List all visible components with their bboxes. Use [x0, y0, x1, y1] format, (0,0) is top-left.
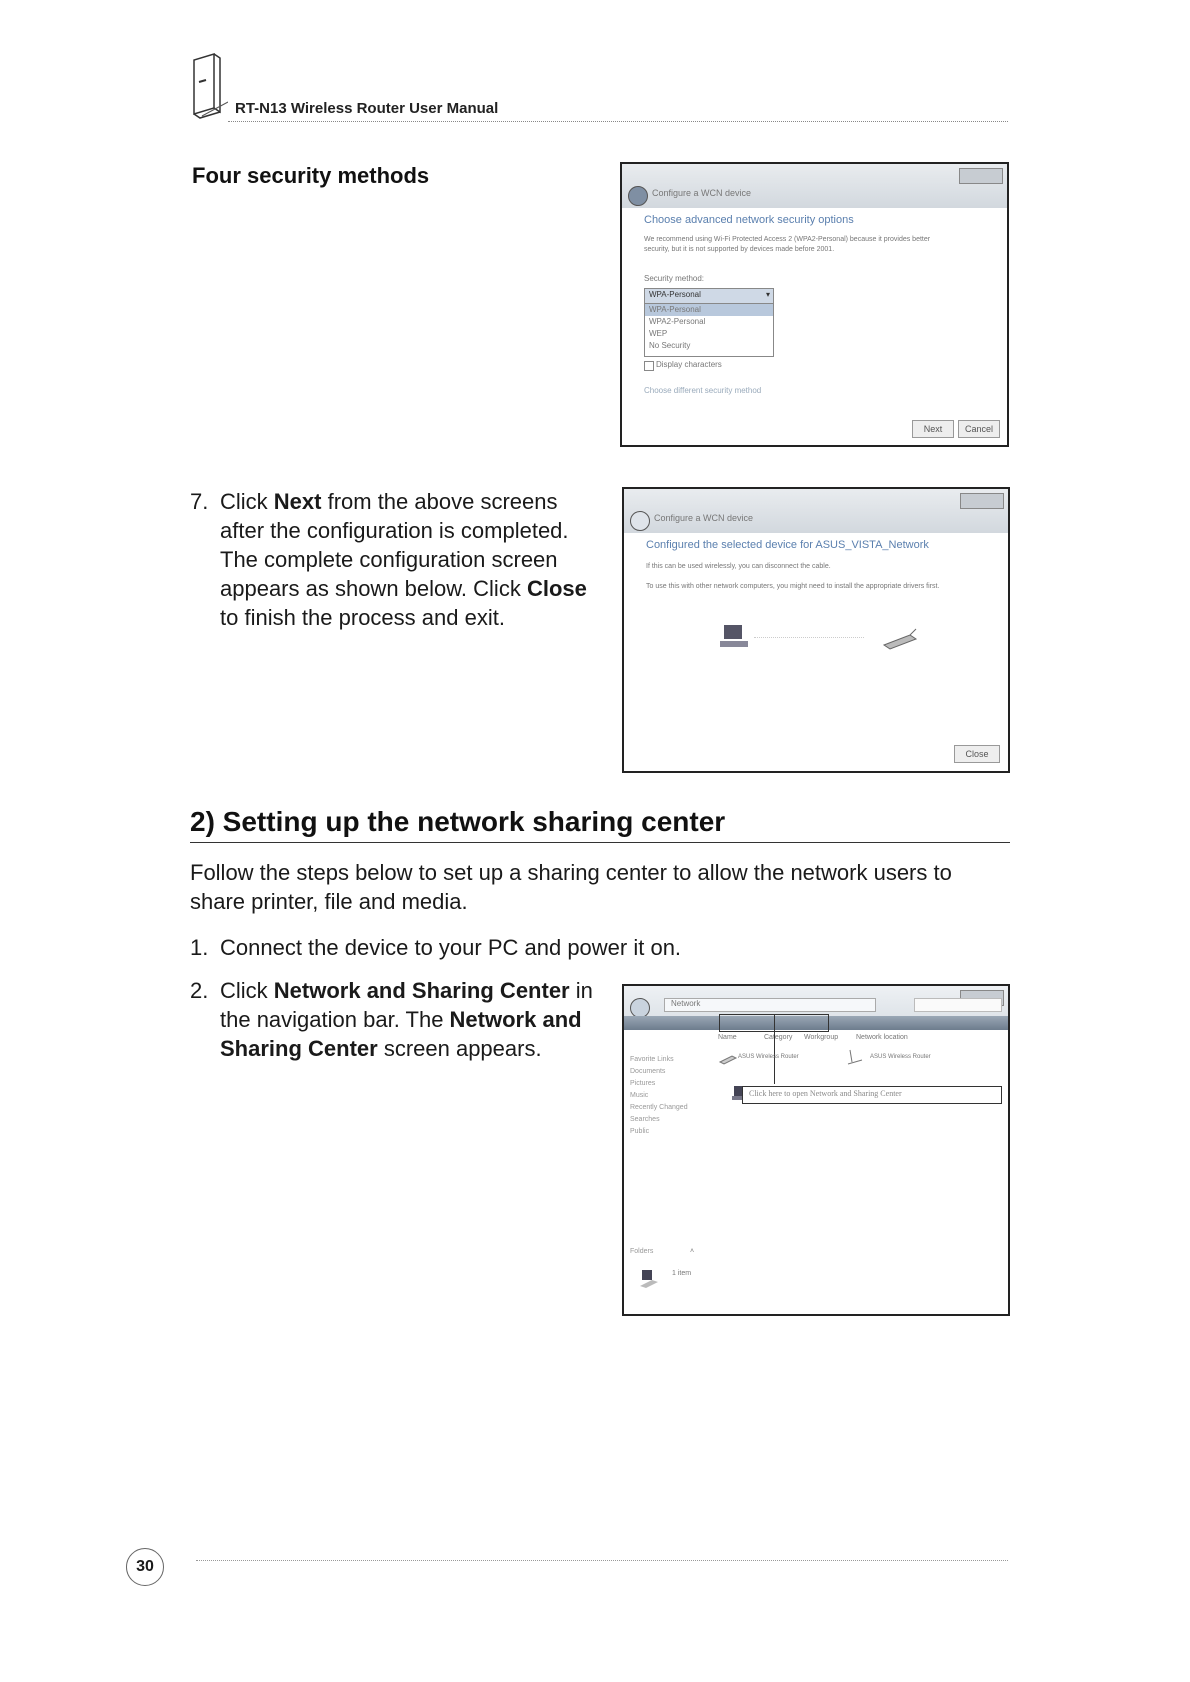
router-device-icon [880, 627, 920, 651]
step-2-text-1: Click [220, 978, 274, 1003]
screenshot-complete-dialog [622, 487, 1010, 773]
connection-line [754, 637, 864, 638]
sidebar-favorite-links[interactable]: Favorite Links [630, 1056, 674, 1063]
option-wpa2-personal[interactable]: WPA2-Personal [649, 317, 706, 326]
dialog2-titlebar [624, 489, 1008, 533]
callout-line [774, 1014, 775, 1084]
footer-divider [196, 1560, 1008, 1561]
network-status-icon [638, 1268, 662, 1292]
sharing-intro: Follow the steps below to set up a sharing center to allow the network users to share printer, file and media. [190, 860, 952, 914]
step-7 [190, 487, 600, 632]
dialog2-heading: Configured the selected device for ASUS_VISTA_Network [646, 539, 929, 551]
security-method-label: Security method: [644, 274, 705, 283]
manual-title: RT-N13 Wireless Router User Manual [235, 100, 499, 117]
header-divider [228, 121, 1008, 122]
cancel-button[interactable]: Cancel [958, 420, 1000, 438]
router-item-icon [718, 1052, 738, 1066]
step-2-bold-1: Network and Sharing Center [273, 978, 570, 1003]
dialog2-line2: To use this with other network computers, you might need to install the appropriate drivers first. [646, 583, 940, 590]
next-button[interactable]: Next [912, 420, 954, 438]
search-box[interactable] [914, 998, 1002, 1012]
step-1 [190, 933, 890, 962]
section-divider [190, 842, 1010, 843]
dialog-desc-1: We recommend using Wi-Fi Protected Access 2 (WPA2-Personal) because it provides better [644, 236, 931, 243]
folders-label[interactable]: Folders [630, 1248, 654, 1255]
back-icon[interactable] [630, 998, 650, 1018]
col-workgroup[interactable]: Workgroup [804, 1034, 839, 1041]
step-1-number: 1. [190, 935, 209, 960]
back-icon[interactable] [628, 186, 648, 206]
section-heading-security: Four security methods [192, 163, 430, 188]
network-item-2[interactable]: ASUS Wireless Router [870, 1054, 931, 1060]
step-2-number: 2. [190, 978, 209, 1003]
dialog-titlebar [622, 164, 1007, 208]
col-network-location[interactable]: Network location [856, 1034, 908, 1041]
step-7-text-2: from the above screens after the configuration is completed. The complete configuration screen appears as shown below. Click [220, 489, 569, 601]
sidebar-public[interactable]: Public [630, 1128, 650, 1135]
display-characters-checkbox[interactable] [644, 361, 654, 371]
close-button[interactable]: Close [954, 745, 1000, 763]
step-7-number: 7. [190, 489, 209, 514]
sidebar-recently-changed[interactable]: Recently Changed [630, 1104, 688, 1111]
dialog-heading: Choose advanced network security options [644, 214, 854, 226]
sidebar-music[interactable]: Music [630, 1092, 649, 1099]
step-7-next-bold: Next [273, 489, 322, 514]
callout-text: Click here to open Network and Sharing Center [749, 1089, 902, 1098]
option-no-security[interactable]: No Security [649, 341, 691, 350]
screenshot-security-dialog [620, 162, 1009, 447]
selected-method: WPA-Personal [649, 290, 701, 299]
col-category[interactable]: Category [764, 1034, 793, 1041]
screenshot-network-explorer [622, 984, 1010, 1316]
router-item-icon-2 [846, 1048, 866, 1066]
step-2-text-2: in the navigation bar. The [220, 978, 593, 1032]
security-method-select[interactable] [644, 288, 774, 304]
step-2 [190, 976, 610, 1063]
address-bar[interactable] [664, 998, 876, 1012]
section-heading-sharing: 2) Setting up the network sharing center [190, 806, 726, 837]
display-characters-label: Display characters [656, 360, 722, 369]
step-2-text-3: screen appears. [377, 1036, 542, 1061]
address-text: Network [671, 999, 701, 1008]
item-count: 1 item [672, 1270, 692, 1277]
dialog-desc-2: security, but it is not supported by devices made before 2001. [644, 246, 835, 253]
window2-controls[interactable] [960, 493, 1004, 509]
computer-icon [718, 623, 752, 651]
col-name[interactable]: Name [718, 1034, 737, 1041]
dialog2-title: Configure a WCN device [654, 513, 754, 523]
sidebar-documents[interactable]: Documents [630, 1068, 666, 1075]
step-7-close-bold: Close [526, 576, 587, 601]
chevron-up-icon[interactable]: ˄ [690, 1248, 695, 1255]
step-7-text-1: Click [220, 489, 274, 514]
step-2-bold-2: Network and Sharing Center [220, 1007, 582, 1061]
sidebar-pictures[interactable]: Pictures [630, 1080, 656, 1087]
dialog-title: Configure a WCN device [652, 188, 752, 198]
dialog2-line1: If this can be used wirelessly, you can disconnect the cable. [646, 563, 831, 570]
sidebar-searches[interactable]: Searches [630, 1116, 660, 1123]
option-wep[interactable]: WEP [649, 329, 668, 338]
security-method-list [644, 303, 774, 357]
back-icon [630, 511, 650, 531]
step-7-text-3: to finish the process and exit. [220, 605, 505, 630]
step-1-text: Connect the device to your PC and power it on. [220, 935, 682, 960]
chevron-down-icon: ▾ [765, 290, 770, 299]
router-icon [188, 52, 228, 120]
network-item-1[interactable]: ASUS Wireless Router [738, 1054, 799, 1060]
different-method-link[interactable]: Choose different security method [644, 386, 762, 395]
window-controls[interactable] [959, 168, 1003, 184]
option-wpa-personal[interactable]: WPA-Personal [649, 305, 701, 314]
callout-box [742, 1086, 1002, 1104]
page-number: 30 [126, 1548, 164, 1586]
